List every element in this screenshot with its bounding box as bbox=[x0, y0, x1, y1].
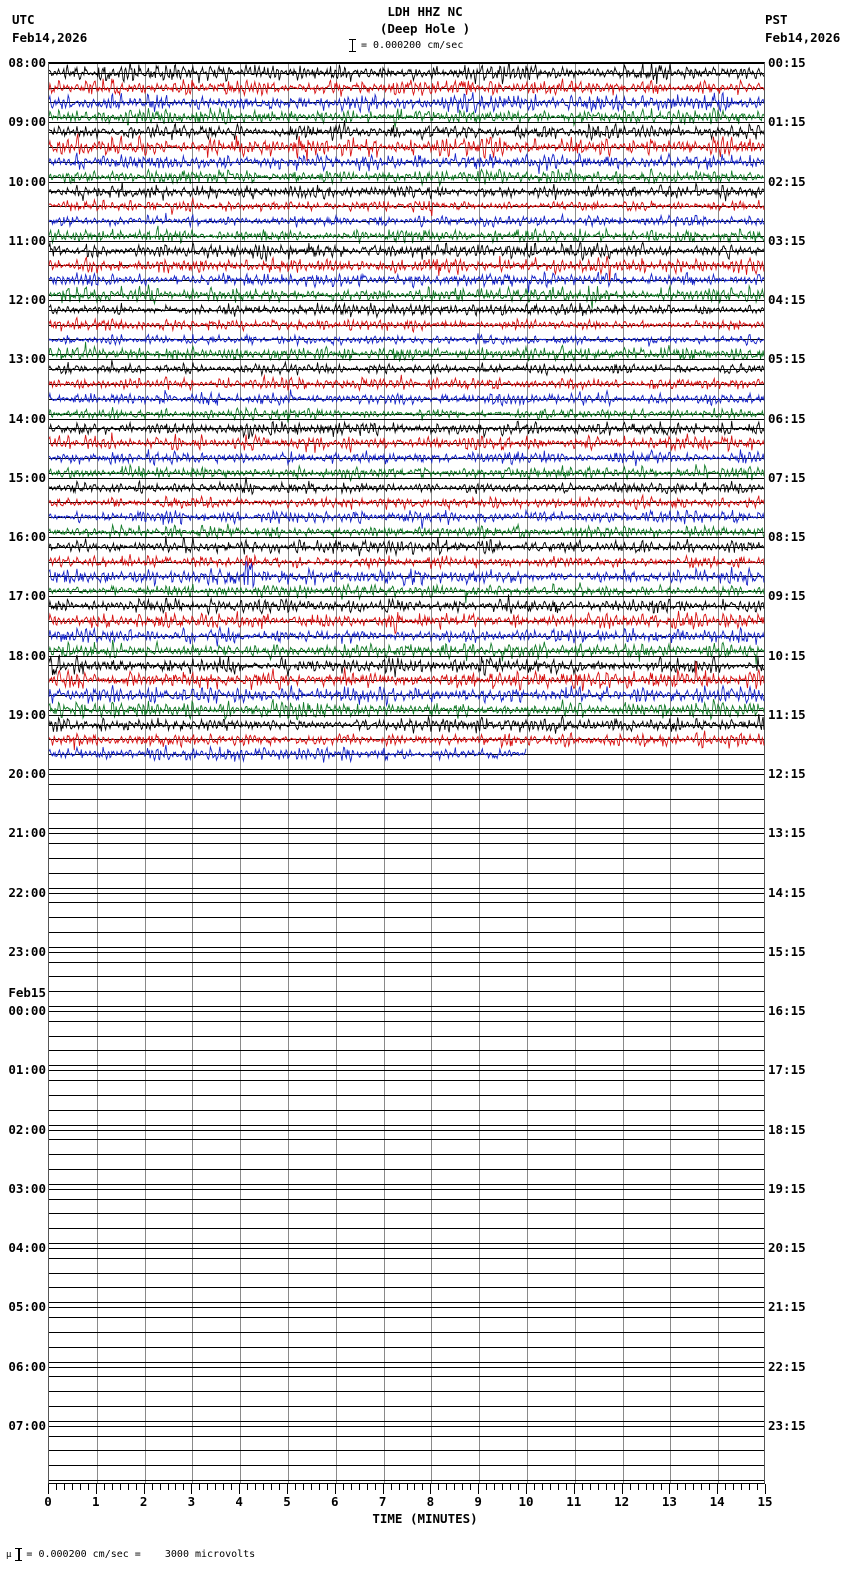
x-tick-label: 4 bbox=[235, 1494, 243, 1509]
pst-hour-label: 22:15 bbox=[768, 1358, 806, 1374]
helicorder-plot[interactable] bbox=[48, 62, 765, 1484]
trace-baseline bbox=[49, 1213, 764, 1214]
trace-baseline bbox=[49, 1465, 764, 1466]
trace-baseline bbox=[49, 1287, 764, 1288]
trace-baseline bbox=[49, 1080, 764, 1081]
trace-baseline bbox=[49, 858, 764, 859]
x-tick-label: 15 bbox=[757, 1494, 773, 1509]
x-minor-tick bbox=[510, 1484, 511, 1490]
x-minor-tick bbox=[542, 1484, 543, 1490]
x-minor-tick bbox=[518, 1484, 519, 1490]
x-tick-label: 14 bbox=[709, 1494, 725, 1509]
trace-baseline bbox=[49, 873, 764, 874]
trace-baseline bbox=[49, 932, 764, 933]
trace-baseline bbox=[49, 962, 764, 963]
x-major-tick bbox=[478, 1484, 479, 1494]
pst-hour-label: 14:15 bbox=[768, 884, 806, 900]
x-minor-tick bbox=[502, 1484, 503, 1490]
x-minor-tick bbox=[446, 1484, 447, 1490]
x-minor-tick bbox=[247, 1484, 248, 1490]
x-tick-label: 3 bbox=[187, 1494, 196, 1509]
x-major-tick bbox=[383, 1484, 384, 1494]
pst-hour-label: 06:15 bbox=[768, 410, 806, 426]
x-major-tick bbox=[622, 1484, 623, 1494]
x-major-tick bbox=[239, 1484, 240, 1494]
trace-baseline bbox=[49, 991, 764, 992]
x-minor-tick bbox=[486, 1484, 487, 1490]
x-minor-tick bbox=[462, 1484, 463, 1490]
scale-bar-text: = 0.000200 cm/sec bbox=[361, 40, 464, 51]
trace-baseline bbox=[49, 1406, 764, 1407]
x-minor-tick bbox=[207, 1484, 208, 1490]
x-minor-tick bbox=[733, 1484, 734, 1490]
utc-hour-label: 21:00 bbox=[8, 825, 46, 841]
x-minor-tick bbox=[80, 1484, 81, 1490]
x-major-tick bbox=[765, 1484, 766, 1494]
utc-hour-label: 00:00 bbox=[8, 1003, 46, 1018]
pst-hour-label: 10:15 bbox=[768, 647, 806, 663]
x-tick-label: 12 bbox=[614, 1494, 630, 1509]
x-minor-tick bbox=[263, 1484, 264, 1490]
trace-baseline bbox=[49, 1125, 764, 1126]
x-minor-tick bbox=[414, 1484, 415, 1490]
utc-hour-label: 09:00 bbox=[8, 114, 46, 130]
x-minor-tick bbox=[72, 1484, 73, 1490]
x-minor-tick bbox=[367, 1484, 368, 1490]
pst-hour-label: 21:15 bbox=[768, 1299, 806, 1315]
x-minor-tick bbox=[223, 1484, 224, 1490]
trace-baseline bbox=[49, 1021, 764, 1022]
utc-hour-label: 22:00 bbox=[8, 884, 46, 900]
trace-baseline bbox=[49, 1169, 764, 1170]
x-tick-label: 11 bbox=[566, 1494, 582, 1509]
trace-baseline bbox=[49, 1436, 764, 1437]
utc-hour-label: 16:00 bbox=[8, 529, 46, 544]
x-tick-label: 1 bbox=[92, 1494, 100, 1509]
x-minor-tick bbox=[741, 1484, 742, 1490]
trace-baseline bbox=[49, 1184, 764, 1185]
pst-hour-label: 19:15 bbox=[768, 1180, 806, 1196]
x-minor-tick bbox=[152, 1484, 153, 1490]
pst-hour-label: 03:15 bbox=[768, 232, 806, 248]
x-major-tick bbox=[669, 1484, 670, 1494]
x-minor-tick bbox=[590, 1484, 591, 1490]
pst-hour-label: 12:15 bbox=[768, 766, 806, 781]
x-minor-tick bbox=[494, 1484, 495, 1490]
utc-hour-label: 08:00 bbox=[8, 55, 46, 70]
x-minor-tick bbox=[677, 1484, 678, 1490]
trace-baseline bbox=[49, 1480, 764, 1481]
x-minor-tick bbox=[558, 1484, 559, 1490]
x-minor-tick bbox=[104, 1484, 105, 1490]
x-minor-tick bbox=[391, 1484, 392, 1490]
x-tick-label: 0 bbox=[44, 1494, 52, 1509]
pst-hour-label: 09:15 bbox=[768, 588, 806, 604]
x-major-tick bbox=[96, 1484, 97, 1494]
x-minor-tick bbox=[136, 1484, 137, 1490]
trace-baseline bbox=[49, 1228, 764, 1229]
utc-hour-label: 12:00 bbox=[8, 292, 46, 307]
trace-baseline bbox=[49, 1050, 764, 1051]
x-minor-tick bbox=[638, 1484, 639, 1490]
pst-hour-label: 08:15 bbox=[768, 529, 806, 544]
x-minor-tick bbox=[311, 1484, 312, 1490]
x-minor-tick bbox=[630, 1484, 631, 1490]
pst-hour-label: 16:15 bbox=[768, 1003, 806, 1018]
trace-baseline bbox=[49, 813, 764, 814]
pst-hour-label: 02:15 bbox=[768, 173, 806, 189]
utc-hour-label: 10:00 bbox=[8, 173, 46, 189]
micro-symbol: μ bbox=[6, 1549, 12, 1560]
trace-baseline bbox=[49, 917, 764, 918]
x-minor-tick bbox=[685, 1484, 686, 1490]
x-axis-tick-labels bbox=[0, 1494, 850, 1510]
x-axis-ticks bbox=[48, 1484, 765, 1494]
x-minor-tick bbox=[327, 1484, 328, 1490]
scale-bar-legend bbox=[349, 39, 463, 52]
utc-hour-label: 04:00 bbox=[8, 1240, 46, 1255]
station-subtitle: (Deep Hole ) bbox=[379, 21, 471, 36]
pst-hour-label: 05:15 bbox=[768, 351, 806, 367]
trace-baseline bbox=[49, 1273, 764, 1274]
utc-hour-label: 23:00 bbox=[8, 943, 46, 959]
x-tick-label: 13 bbox=[661, 1494, 677, 1509]
trace-baseline bbox=[49, 1110, 764, 1111]
trace-baseline bbox=[49, 828, 764, 829]
x-tick-label: 10 bbox=[518, 1494, 534, 1509]
x-minor-tick bbox=[550, 1484, 551, 1490]
x-minor-tick bbox=[653, 1484, 654, 1490]
trace-baseline bbox=[49, 947, 764, 948]
trace-baseline bbox=[49, 1450, 764, 1451]
pst-hour-label: 00:15 bbox=[768, 55, 806, 70]
x-minor-tick bbox=[598, 1484, 599, 1490]
trace-baseline bbox=[49, 799, 764, 800]
trace-baseline bbox=[49, 976, 764, 977]
x-minor-tick bbox=[725, 1484, 726, 1490]
pst-hour-label: 17:15 bbox=[768, 1062, 806, 1078]
trace-baseline bbox=[49, 1391, 764, 1392]
utc-label: UTC bbox=[12, 12, 35, 27]
pst-hour-label: 04:15 bbox=[768, 292, 806, 307]
x-minor-tick bbox=[566, 1484, 567, 1490]
x-minor-tick bbox=[255, 1484, 256, 1490]
trace-baseline bbox=[49, 1243, 764, 1244]
x-minor-tick bbox=[661, 1484, 662, 1490]
x-minor-tick bbox=[64, 1484, 65, 1490]
x-minor-tick bbox=[199, 1484, 200, 1490]
x-minor-tick bbox=[56, 1484, 57, 1490]
x-tick-label: 5 bbox=[283, 1494, 291, 1509]
trace-baseline bbox=[49, 1332, 764, 1333]
trace-baseline bbox=[49, 1199, 764, 1200]
x-tick-label: 9 bbox=[474, 1494, 482, 1509]
x-tick-label: 6 bbox=[331, 1494, 339, 1509]
x-minor-tick bbox=[407, 1484, 408, 1490]
trace-baseline bbox=[49, 1302, 764, 1303]
station-title: LDH HHZ NC bbox=[387, 4, 463, 19]
x-minor-tick bbox=[351, 1484, 352, 1490]
x-minor-tick bbox=[534, 1484, 535, 1490]
utc-hour-label: 03:00 bbox=[8, 1180, 46, 1196]
utc-hour-label: 20:00 bbox=[8, 766, 46, 781]
x-minor-tick bbox=[343, 1484, 344, 1490]
x-minor-tick bbox=[175, 1484, 176, 1490]
footer-scale-icon bbox=[15, 1548, 22, 1561]
x-tick-label: 2 bbox=[139, 1494, 148, 1509]
x-minor-tick bbox=[709, 1484, 710, 1490]
trace-baseline bbox=[49, 1421, 764, 1422]
trace-baseline bbox=[49, 1376, 764, 1377]
trace-rows bbox=[49, 63, 764, 1483]
trace-baseline bbox=[49, 1362, 764, 1363]
x-major-tick bbox=[48, 1484, 49, 1494]
trace-baseline bbox=[49, 1036, 764, 1037]
utc-hour-label: 05:00 bbox=[8, 1299, 46, 1315]
utc-hour-label: 18:00 bbox=[8, 647, 46, 663]
x-minor-tick bbox=[359, 1484, 360, 1490]
x-minor-tick bbox=[279, 1484, 280, 1490]
utc-hour-label: 02:00 bbox=[8, 1121, 46, 1137]
x-major-tick bbox=[287, 1484, 288, 1494]
pst-hour-label: 13:15 bbox=[768, 825, 806, 841]
x-minor-tick bbox=[582, 1484, 583, 1490]
x-minor-tick bbox=[438, 1484, 439, 1490]
utc-hour-label: 14:00 bbox=[8, 410, 46, 426]
pst-date: Feb14,2026 bbox=[765, 30, 841, 45]
utc-hour-label: 15:00 bbox=[8, 469, 46, 485]
x-minor-tick bbox=[271, 1484, 272, 1490]
pst-hour-label: 20:15 bbox=[768, 1240, 806, 1255]
utc-hour-label: 06:00 bbox=[8, 1358, 46, 1374]
x-minor-tick bbox=[183, 1484, 184, 1490]
x-minor-tick bbox=[606, 1484, 607, 1490]
trace-baseline bbox=[49, 1139, 764, 1140]
x-major-tick bbox=[526, 1484, 527, 1494]
x-minor-tick bbox=[120, 1484, 121, 1490]
x-major-tick bbox=[717, 1484, 718, 1494]
utc-date: Feb14,2026 bbox=[12, 30, 88, 45]
amplitude-scale-icon bbox=[349, 39, 356, 52]
pst-hour-label: 07:15 bbox=[768, 469, 806, 485]
x-minor-tick bbox=[422, 1484, 423, 1490]
x-major-tick bbox=[144, 1484, 145, 1494]
x-major-tick bbox=[335, 1484, 336, 1494]
pst-hour-label: 18:15 bbox=[768, 1121, 806, 1137]
trace-baseline bbox=[49, 1095, 764, 1096]
footer-scale-note bbox=[6, 1548, 255, 1561]
x-minor-tick bbox=[399, 1484, 400, 1490]
x-minor-tick bbox=[646, 1484, 647, 1490]
trace-baseline bbox=[49, 784, 764, 785]
utc-hour-label: 17:00 bbox=[8, 588, 46, 604]
x-minor-tick bbox=[454, 1484, 455, 1490]
x-minor-tick bbox=[112, 1484, 113, 1490]
x-minor-tick bbox=[375, 1484, 376, 1490]
pst-hour-label: 23:15 bbox=[768, 1417, 806, 1433]
x-minor-tick bbox=[319, 1484, 320, 1490]
x-minor-tick bbox=[749, 1484, 750, 1490]
x-minor-tick bbox=[614, 1484, 615, 1490]
x-minor-tick bbox=[215, 1484, 216, 1490]
x-major-tick bbox=[430, 1484, 431, 1494]
x-minor-tick bbox=[168, 1484, 169, 1490]
x-axis-title: TIME (MINUTES) bbox=[372, 1511, 478, 1526]
x-major-tick bbox=[191, 1484, 192, 1494]
x-minor-tick bbox=[88, 1484, 89, 1490]
x-minor-tick bbox=[231, 1484, 232, 1490]
utc-hour-label: 19:00 bbox=[8, 706, 46, 722]
trace-baseline bbox=[49, 1065, 764, 1066]
x-minor-tick bbox=[160, 1484, 161, 1490]
seismic-trace bbox=[49, 477, 764, 494]
pst-hour-label: 15:15 bbox=[768, 943, 806, 959]
utc-hour-label: 07:00 bbox=[8, 1417, 46, 1433]
utc-hour-label: 11:00 bbox=[8, 232, 46, 248]
x-minor-tick bbox=[470, 1484, 471, 1490]
trace-baseline bbox=[49, 888, 764, 889]
x-minor-tick bbox=[295, 1484, 296, 1490]
x-minor-tick bbox=[701, 1484, 702, 1490]
pst-label: PST bbox=[765, 12, 788, 27]
trace-baseline bbox=[49, 769, 764, 770]
x-minor-tick bbox=[303, 1484, 304, 1490]
footer-scale-text: = 0.000200 cm/sec = 3000 microvolts bbox=[26, 1549, 256, 1560]
trace-baseline bbox=[49, 1317, 764, 1318]
x-tick-label: 7 bbox=[378, 1494, 387, 1509]
trace-baseline bbox=[49, 1154, 764, 1155]
utc-hour-label: 13:00 bbox=[8, 351, 46, 367]
pst-hour-label: 11:15 bbox=[768, 706, 806, 722]
x-minor-tick bbox=[693, 1484, 694, 1490]
trace-baseline bbox=[49, 1347, 764, 1348]
trace-baseline bbox=[49, 1006, 764, 1007]
date-change-label: Feb15 bbox=[8, 985, 46, 1000]
x-major-tick bbox=[574, 1484, 575, 1494]
x-minor-tick bbox=[757, 1484, 758, 1490]
pst-hour-label: 01:15 bbox=[768, 114, 806, 130]
x-tick-label: 8 bbox=[426, 1494, 435, 1509]
utc-hour-label: 01:00 bbox=[8, 1062, 46, 1078]
trace-baseline bbox=[49, 843, 764, 844]
trace-baseline bbox=[49, 1258, 764, 1259]
trace-baseline bbox=[49, 902, 764, 903]
x-minor-tick bbox=[128, 1484, 129, 1490]
